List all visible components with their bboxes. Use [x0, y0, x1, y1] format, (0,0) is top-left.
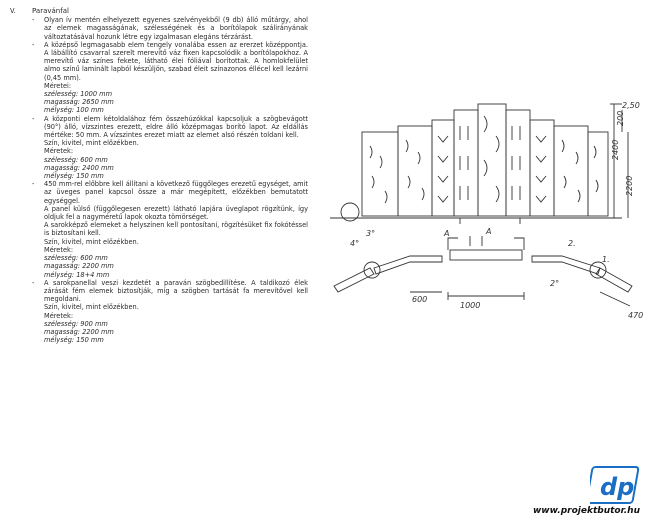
elevation-panel-left-outer: [362, 132, 398, 216]
plan-left-wing: [334, 268, 374, 292]
spec-line: magasság: 2650 mm: [44, 98, 114, 107]
text-line: Méretei:: [44, 81, 72, 90]
elevation-panel-center-left: [454, 110, 478, 216]
spec-line: magasság: 2200 mm: [44, 327, 114, 336]
bullet-item: [10, 41, 308, 82]
bullet-dash: -: [32, 16, 35, 25]
elevation-panel-right-3: [530, 120, 554, 216]
sketch-label: A: [444, 229, 450, 238]
bullet-dash: -: [32, 180, 35, 189]
spec-line: szélesség: 600 mm: [44, 155, 108, 164]
sketch-label: 3°: [366, 229, 376, 238]
text-line: Szín, kivitel, mint előzékben.: [44, 303, 139, 312]
sketch-label: 600: [412, 295, 428, 304]
bullet-item: [10, 279, 308, 304]
elevation-panel-center-right: [506, 110, 530, 216]
spec-line: magasság: 2200 mm: [44, 262, 114, 271]
bullet-item: [10, 180, 308, 205]
footer-url[interactable]: www.projektbutor.hu: [532, 506, 640, 516]
section-heading: [10, 7, 308, 15]
sketch-label: 2200: [625, 175, 634, 196]
text-line: Méretek:: [44, 245, 74, 254]
section-number: V.: [10, 7, 16, 15]
bullet-text: 450 mm-rel előbbre kell állítani a következő függőleges erezetű egységet, amit az üveges panel kapcsol össze a már megépített, előzékben bemutatott egységgel.: [44, 180, 308, 205]
bullet-item: [10, 16, 308, 41]
sketch-label: 200: [616, 110, 625, 126]
plan-right-wing: [596, 268, 632, 292]
text-line: Méretek:: [44, 147, 74, 156]
text-line: Szín, kivitel, mint előzékben.: [44, 139, 139, 148]
sketch-label: 1.: [602, 255, 610, 264]
spec-line: mélység: 18+4 mm: [44, 270, 110, 279]
text-line: A sarokképző elemeket a helyszínen kell pontosítani, rögzítésüket fix fokótéssel is biztosítani kell.: [44, 221, 308, 238]
sketch-label: 2400: [611, 139, 620, 160]
elevation-panel-right-outer: [588, 132, 608, 216]
spec-line: magasság: 2400 mm: [44, 163, 114, 172]
sketch-label: 1000: [460, 301, 481, 310]
bullet-dash: -: [32, 40, 35, 49]
bullet-dash: -: [32, 114, 35, 123]
spec-line: szélesség: 900 mm: [44, 319, 108, 328]
spec-line: szélesség: 1000 mm: [44, 90, 112, 99]
projektbutor-logo: [590, 465, 642, 505]
text-line: Méretek:: [44, 311, 74, 320]
bullet-text: A központi elem kétoldalához fém összehúzókkal kapcsoljuk a szögbevágott (90°) álló, vízszintes erezett, eldre álló középmagas borító lapot. Az eldállás mértéke: 50 mm. A vízszintes erezet miatt az elemet alsó részén toldani kell.: [44, 114, 308, 140]
logo-text: dp: [600, 473, 635, 501]
sketch-label: 2,50: [622, 101, 640, 110]
sketch-label: 4°: [350, 239, 360, 248]
sketch-label: 470: [628, 311, 644, 320]
bullet-text: Olyan ív mentén elhelyezett egyenes szelvényekből (9 db) álló műtárgy, ahol az elemek magasságának, szélességének és a borítólapok szálirányának változtatásával hozunk létre egy izgalmasan elegáns térzárást.: [44, 16, 308, 41]
bullet-text: A sarokpanellal veszi kezdetét a paraván szögbedillítése. A taldikozó élek zárását fém elemek biztosítják, míg a szögben tartását fa merevítővel kell megoldani.: [44, 278, 308, 304]
paragraph-list: [10, 16, 308, 344]
spec-line: mélység: 150 mm: [44, 336, 104, 345]
bullet-item: [10, 115, 308, 140]
spec-line: mélység: 100 mm: [44, 106, 104, 115]
spec-line: mélység: 150 mm: [44, 172, 104, 181]
section-title: Paravánfal: [32, 7, 69, 15]
sketch-label: A: [486, 227, 492, 236]
paravan-sketch: [310, 96, 650, 356]
elevation-panel-right-2: [554, 126, 588, 216]
elevation-panel-left-2: [398, 126, 432, 216]
plan-center-panel: [450, 250, 522, 260]
sketch-label: 2.: [568, 239, 576, 248]
spec-line: szélesség: 600 mm: [44, 254, 108, 263]
bullet-dash: -: [32, 278, 35, 287]
text-line: A panel külső (függőlegesen erezett) látható lapjára üveglapot rögzítünk, így oldjuk fel a nagyméretű lapok okozta tömörséget.: [44, 204, 308, 222]
document-body: [10, 7, 308, 344]
elevation-panel-center: [478, 104, 506, 216]
text-line: Szín, kivitel, mint előzékben.: [44, 237, 139, 246]
bullet-text: A középső legmagasabb elem tengely vonalába essen az ererzet középpontja. A lábállító csavarral szerelt merevítő váz fixen kapcsolódik a borítólapokhoz. A merevítő váz színes fekete, látható élei fóliával borítottak. A homlokfelület almo színű laminált lapból készüljön, szabad éleit színazonos éllécel kell lezárni (0,45 mm).: [44, 40, 308, 82]
sketch-label: 2°: [550, 279, 560, 288]
